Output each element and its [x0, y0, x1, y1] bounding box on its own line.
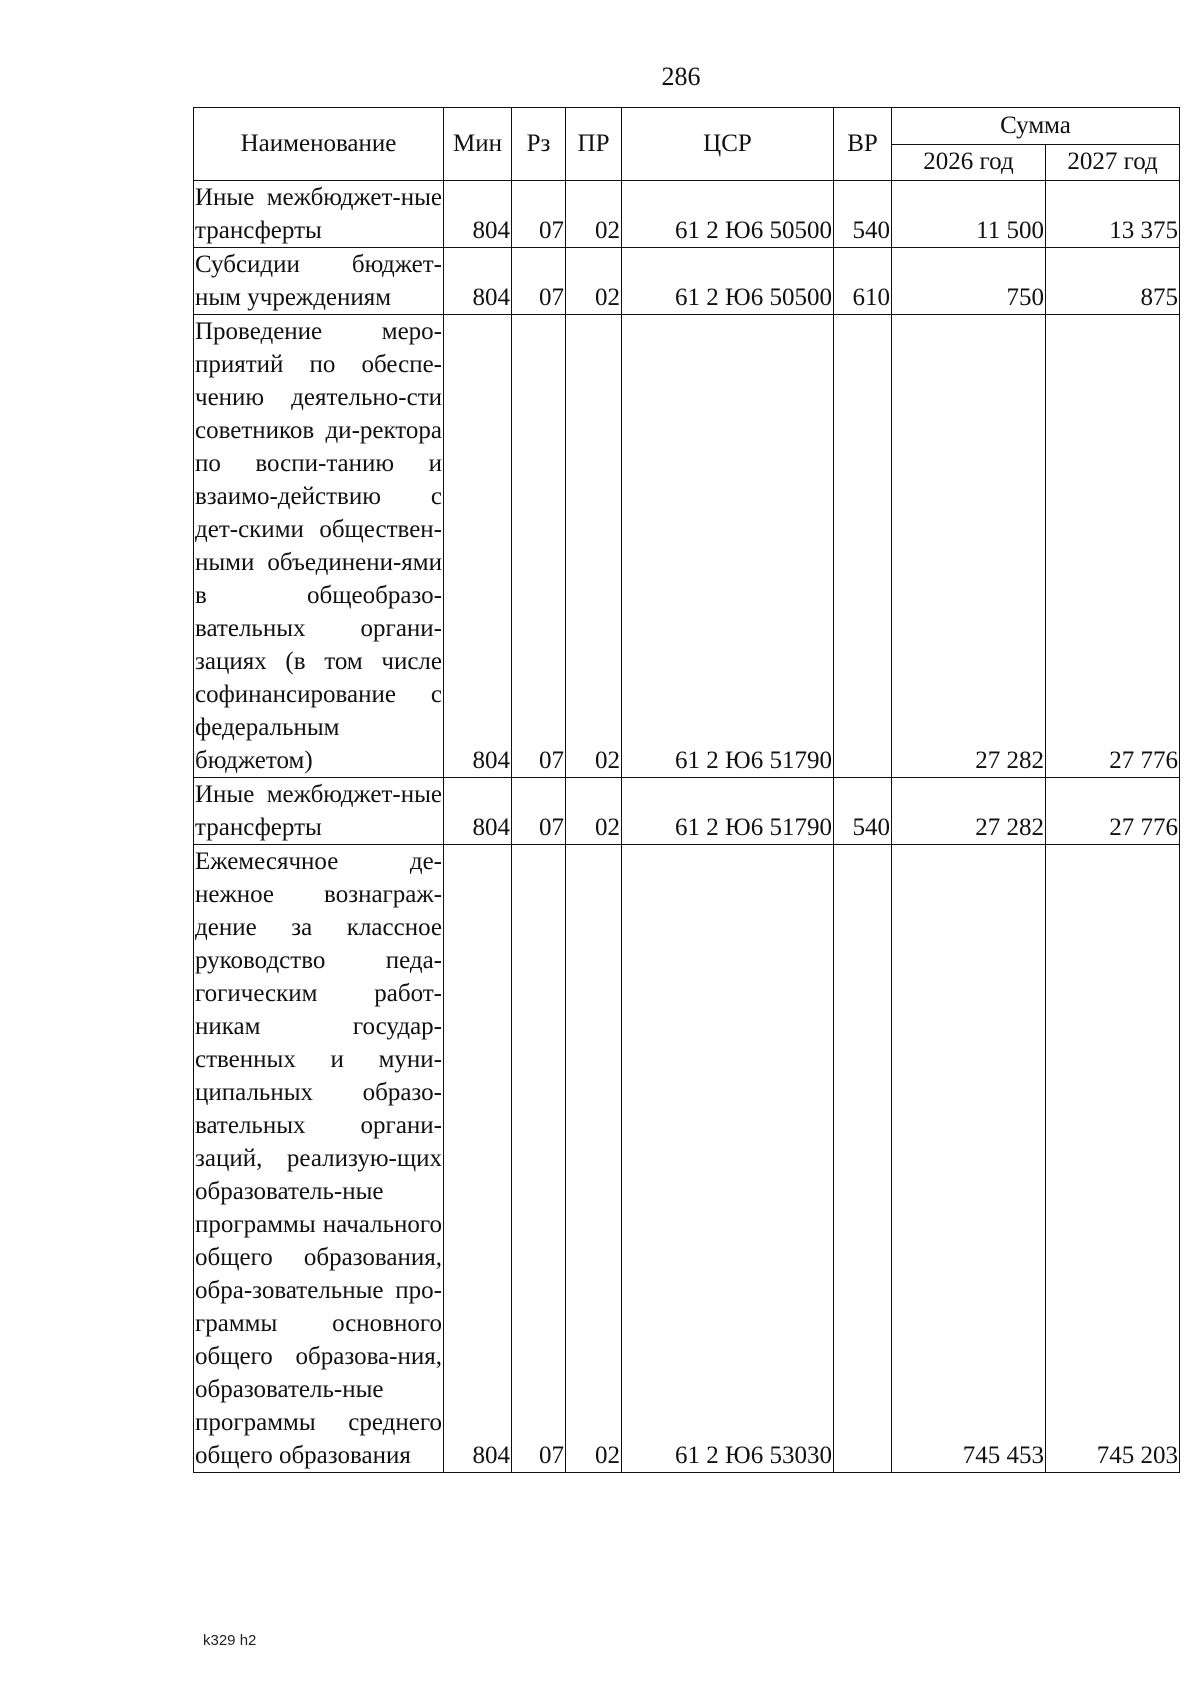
row-2026-cell: 27 282 [892, 315, 1046, 778]
header-pr: ПР [566, 108, 622, 181]
row-csr-cell: 61 2 Ю6 50500 [622, 181, 834, 248]
table-row [194, 315, 1180, 778]
row-name-cell: Субсидии бюджет-ным учреждениям [194, 248, 444, 315]
header-rz: Рз [512, 108, 566, 181]
row-csr-cell: 61 2 Ю6 53030 [622, 845, 834, 1473]
row-rz-cell: 07 [512, 248, 566, 315]
row-min-cell: 804 [444, 181, 512, 248]
row-2027-cell: 745 203 [1046, 845, 1180, 1473]
header-year-2027: 2027 год [1046, 144, 1180, 181]
row-2026-cell: 745 453 [892, 845, 1046, 1473]
row-2026-cell: 750 [892, 248, 1046, 315]
table-row [194, 181, 1180, 248]
table-row [194, 248, 1180, 315]
row-2026-cell: 11 500 [892, 181, 1046, 248]
row-csr-cell: 61 2 Ю6 51790 [622, 778, 834, 845]
table-row [194, 778, 1180, 845]
table-body [194, 181, 1180, 1473]
table-row [194, 845, 1180, 1473]
row-vr-cell: 610 [834, 248, 892, 315]
row-2027-cell: 13 375 [1046, 181, 1180, 248]
row-2027-cell: 27 776 [1046, 778, 1180, 845]
header-csr: ЦСР [622, 108, 834, 181]
header-year-2026: 2026 год [892, 144, 1046, 181]
page-number: 286 [661, 62, 701, 91]
row-2027-cell: 27 776 [1046, 315, 1180, 778]
row-min-cell: 804 [444, 845, 512, 1473]
row-name-cell: Иные межбюджет-ные трансферты [194, 181, 444, 248]
row-min-cell: 804 [444, 315, 512, 778]
header-sum: Сумма [892, 108, 1180, 145]
row-vr-cell: 540 [834, 778, 892, 845]
row-pr-cell: 02 [566, 181, 622, 248]
header-vr: ВР [834, 108, 892, 181]
row-rz-cell: 07 [512, 778, 566, 845]
row-pr-cell: 02 [566, 248, 622, 315]
row-name-cell: Иные межбюджет-ные трансферты [194, 778, 444, 845]
row-min-cell: 804 [444, 778, 512, 845]
row-csr-cell: 61 2 Ю6 50500 [622, 248, 834, 315]
row-2026-cell: 27 282 [892, 778, 1046, 845]
row-2027-cell: 875 [1046, 248, 1180, 315]
row-csr-cell: 61 2 Ю6 51790 [622, 315, 834, 778]
row-pr-cell: 02 [566, 315, 622, 778]
row-vr-cell [834, 315, 892, 778]
header-min: Мин [444, 108, 512, 181]
row-rz-cell: 07 [512, 181, 566, 248]
row-name-cell: Проведение меро-приятий по обеспе-чению деятельно-сти советников ди-ректора по воспи-танию и взаимо-действию с дет-скими обществен-ными объединени-ями в общеобразо-вательных органи-зациях (в том числе софинансирование с федеральным бюджетом) [194, 315, 444, 778]
footer-code: k329 h2 [203, 1632, 257, 1649]
row-pr-cell: 02 [566, 845, 622, 1473]
row-vr-cell [834, 845, 892, 1473]
row-vr-cell: 540 [834, 181, 892, 248]
row-rz-cell: 07 [512, 845, 566, 1473]
header-name: Наименование [194, 108, 444, 181]
row-name-cell: Ежемесячное де-нежное вознаграж-дение за классное руководство педа-гогическим работ-никам государ-ственных и муни-ципальных образо-вательных органи-заций, реализую-щих образователь-ные программы начального общего образования, обра-зовательные про-граммы основного общего образова-ния, образователь-ные программы среднего общего образования [194, 845, 444, 1473]
row-pr-cell: 02 [566, 778, 622, 845]
budget-table [193, 107, 1180, 1473]
row-min-cell: 804 [444, 248, 512, 315]
header-row [194, 108, 1180, 145]
row-rz-cell: 07 [512, 315, 566, 778]
